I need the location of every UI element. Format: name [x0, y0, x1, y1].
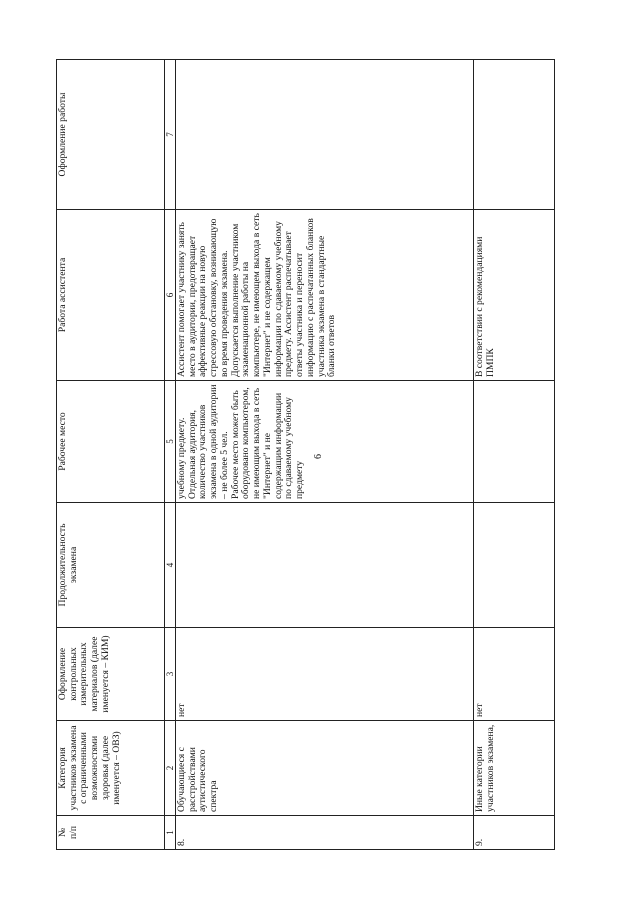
column-number-row [165, 60, 176, 850]
duration-cell [474, 503, 555, 628]
assistant-cell: В соответствии с рекомендациями ПМПК [474, 210, 555, 381]
header-cell-number: № п/п [57, 816, 165, 850]
workplace-cell [474, 381, 555, 503]
duration-cell [176, 503, 474, 628]
header-cell-work-format: Оформление работы [57, 60, 165, 210]
kim-cell: нет [474, 628, 555, 721]
row-number-cell: 8. [176, 816, 474, 850]
kim-cell: нет [176, 628, 474, 721]
column-number: 3 [165, 628, 176, 721]
column-number: 2 [165, 721, 176, 816]
table-row [176, 60, 474, 850]
header-cell-category: Категория участников экзамена с ограниченными возможностями здоровья (далее именуется – ОВЗ) [57, 721, 165, 816]
column-number: 7 [165, 60, 176, 210]
category-cell: Обучающиеся с расстройствами аутистического спектра [176, 721, 474, 816]
header-cell-kim: Оформление контрольных измерительных материалов (далее именуется – КИМ) [57, 628, 165, 721]
column-number: 5 [165, 381, 176, 503]
workplace-cell: учебному предмету. Отдельная аудитория, количество участников экзамена в одной аудитории – не более 5 чел. Рабочее место может быть оборудовано компьютером, не имеющим выхода в сеть "Интернет" и не содержащим информации по сдаваемому учебному предмету [176, 381, 474, 503]
column-number: 6 [165, 210, 176, 381]
table-row [474, 60, 555, 850]
header-cell-assistant: Работа ассистента [57, 210, 165, 381]
rotated-table-container [56, 60, 589, 850]
header-row [57, 60, 165, 850]
row-number-cell: 9. [474, 816, 555, 850]
page-number: 6 [313, 454, 324, 459]
assistant-cell: Ассистент помогает участнику занять место в аудитории, предотвращает аффективные реакции на новую стрессовую обстановку, возникающую во время проведения экзамена. Допускается выполнение участником экзаменационной работы на компьютере, не имеющем выхода в сеть "Интернет" и не содержащем информации по сдаваемому учебному предмету. Ассистент распечатывает ответы участника и переносит информацию с распечатанных бланков участника экзамена в стандартные бланки ответов [176, 210, 474, 381]
work-format-cell [474, 60, 555, 210]
category-cell: Иные категории участников экзамена, [474, 721, 555, 816]
header-cell-duration: Продолжительность экзамена [57, 503, 165, 628]
accommodations-table [56, 59, 555, 850]
header-cell-workplace: Рабочее место [57, 381, 165, 503]
column-number: 1 [165, 816, 176, 850]
work-format-cell [176, 60, 474, 210]
column-number: 4 [165, 503, 176, 628]
